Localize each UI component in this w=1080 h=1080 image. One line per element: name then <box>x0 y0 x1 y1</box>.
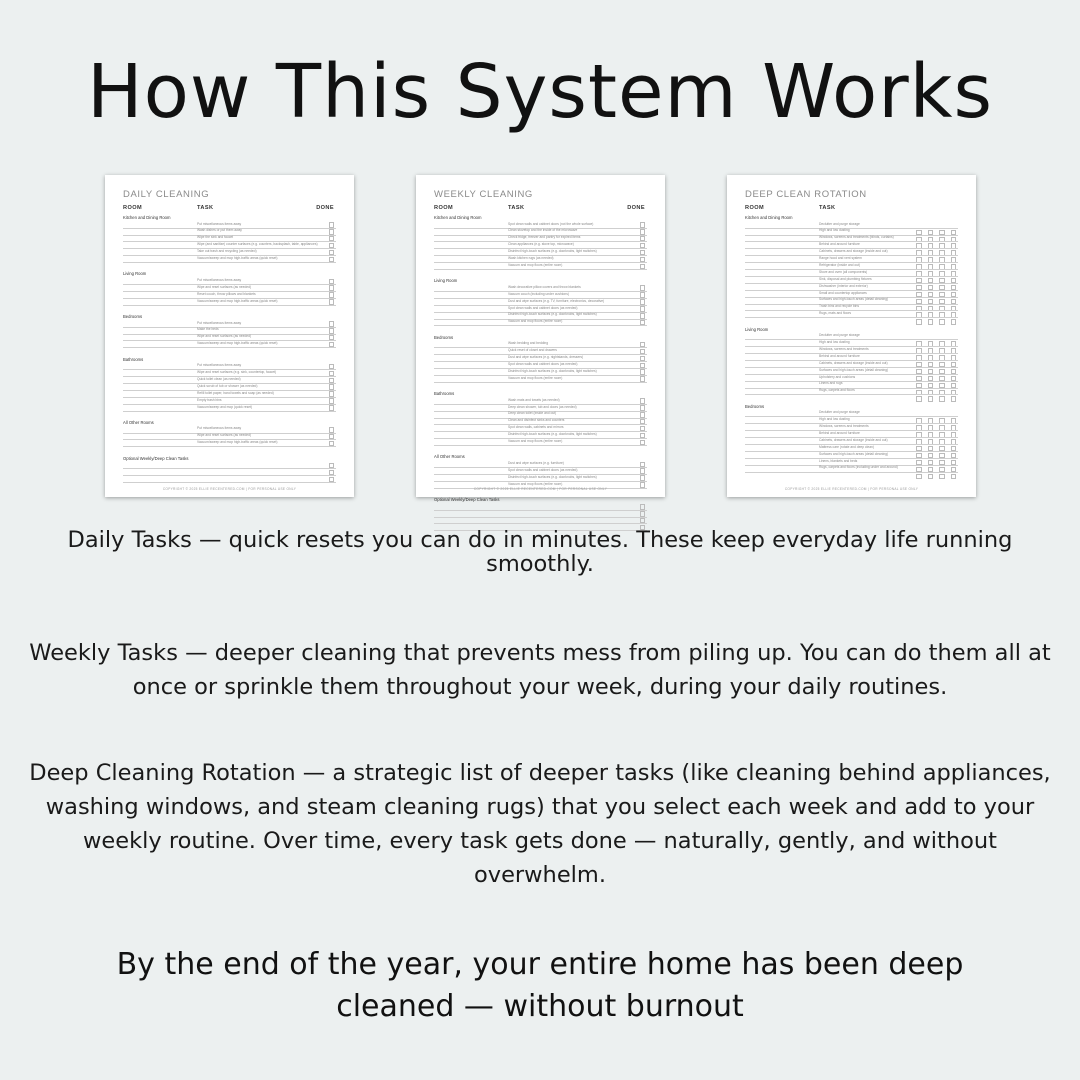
checkbox-icon <box>329 371 335 377</box>
checkbox-icon <box>640 222 646 228</box>
task-text: Vacuum/sweep and mop high-traffic areas (quick reset) <box>197 256 278 260</box>
room-label: Optional Weekly/Deep Clean Tasks <box>123 455 189 461</box>
task-text: Windows, screens and treatments <box>819 424 869 428</box>
task-row <box>434 375 647 383</box>
task-text: Behind and around furniture <box>819 430 860 435</box>
sheet-footer: COPYRIGHT © 2025 ELLIE RECENTERED.COM | FOR PERSONAL USE ONLY <box>784 487 919 491</box>
task-text: Put miscellaneous items away <box>197 426 242 431</box>
room-label: Bedrooms <box>745 403 765 409</box>
checkbox-icon <box>329 279 335 285</box>
task-text: Wash mats and towels (as needed) <box>508 397 560 402</box>
checkbox-icon <box>640 285 646 291</box>
room-label: Living Room <box>123 271 147 277</box>
checkbox-icon <box>928 319 934 325</box>
checkbox-icon <box>329 335 335 341</box>
task-text: Spot clean walls, cabinets and mirrors <box>508 425 564 430</box>
checkbox-icon <box>640 419 646 425</box>
room-label: Kitchen and Dining Room <box>123 215 171 220</box>
room-label: Bathrooms <box>434 391 455 397</box>
checkbox-icon <box>329 222 335 228</box>
checkbox-icon <box>640 518 646 524</box>
room-column-header: ROOM <box>745 205 765 211</box>
task-text: Put miscellaneous items away <box>197 320 242 325</box>
checkbox-icon <box>640 306 646 312</box>
task-text: Vacuum and mop floors (entire room) <box>508 439 563 443</box>
task-text: Wipe the sink and faucet <box>197 235 234 240</box>
task-text: Behind and around furniture <box>819 242 860 247</box>
task-text: Disinfect high-touch surfaces (e.g. doorknobs, light switches) <box>508 432 597 437</box>
task-text: Refrigerator (inside and out) <box>819 262 861 267</box>
task-text: Windows, screens and treatments (blinds, curtains) <box>819 235 894 240</box>
room-label: Bathrooms <box>123 356 144 362</box>
task-text: Surfaces and high-touch areas (detail cleaning) <box>819 367 889 372</box>
task-row <box>123 440 336 448</box>
task-text: Spot clean walls and cabinet doors (not the whole surface) <box>508 221 594 226</box>
task-text: Sink, disposal and plumbing fixtures <box>819 276 872 281</box>
weekly-tasks-description: Weekly Tasks — deeper cleaning that prevents mess from piling up. You can do them all at once or sprinkle them throughout your week, during your daily routines. <box>29 640 1051 700</box>
checkbox-icon <box>640 511 646 517</box>
checkbox-icon <box>640 433 646 439</box>
checkbox-icon <box>329 378 335 384</box>
room-label: All Other Rooms <box>123 419 154 425</box>
task-rows <box>745 215 958 483</box>
task-text: Disinfect high-touch surfaces (e.g. doorknobs, light switches) <box>508 249 597 254</box>
task-text: Vacuum/sweep and mop high-traffic areas (quick reset) <box>197 298 278 303</box>
checkbox-icon <box>640 236 646 242</box>
checkbox-icon <box>916 396 922 402</box>
task-text: Put miscellaneous items away <box>197 221 242 226</box>
checkbox-icon <box>329 434 335 440</box>
task-text: Vacuum and mop floors (entire room) <box>508 319 563 324</box>
checkbox-icon <box>640 356 646 362</box>
task-text: Deep clean toilet (inside and out) <box>508 411 557 416</box>
task-row <box>745 465 958 473</box>
checkbox-icon <box>329 321 335 327</box>
task-row <box>745 311 958 319</box>
room-label: Optional Weekly/Deep Clean Tasks <box>434 497 500 502</box>
task-text: Take out trash and recycling (as needed) <box>197 249 257 254</box>
checkbox-icon <box>329 398 335 404</box>
checkbox-icon <box>329 328 335 334</box>
checkbox-icon <box>951 319 957 325</box>
task-text: Deep clean shower, tub and doors (as needed) <box>508 404 577 409</box>
task-text: Vacuum and mop floors (entire room) <box>508 481 563 486</box>
task-text: Wash kitchen rugs (as needed) <box>508 256 554 260</box>
task-text: Stove and oven (all components) <box>819 269 868 274</box>
task-text: High and low dusting <box>819 340 850 344</box>
task-text: High and low dusting <box>819 417 850 422</box>
checkbox-icon <box>640 363 646 369</box>
task-text: Wipe (and sanitize) counter surfaces (e.g. counters, backsplash, table, appliances) <box>197 242 318 247</box>
checkbox-icon <box>640 475 646 481</box>
sheet-footer: COPYRIGHT © 2025 ELLIE RECENTERED.COM | FOR PERSONAL USE ONLY <box>473 487 608 491</box>
task-text: Quick toilet clean (as needed) <box>197 376 241 381</box>
task-text: Check fridge, freezer and pantry for expired items <box>508 235 581 240</box>
checkbox-icon <box>640 299 646 305</box>
task-text: High and low dusting <box>819 228 850 233</box>
checkbox-icon <box>640 229 646 235</box>
task-text: Cabinets, drawers and storage (inside and out) <box>819 360 888 365</box>
task-row <box>123 256 336 264</box>
checkbox-icon <box>329 292 335 298</box>
closing-statement: By the end of the year, your entire home has been deep cleaned — without burnout <box>116 947 964 1024</box>
room-label: Living Room <box>745 326 769 332</box>
task-text: Declutter and purge storage <box>819 410 860 415</box>
task-rows <box>123 215 336 483</box>
deep-cleaning-rotation-description: Deep Cleaning Rotation — a strategic list of deeper tasks (like cleaning behind appliances, washing windows, and steam cleaning rugs) that you select each week and add to your weekly routine. Over time, every task gets done — naturally, gently, and without overwhelm. <box>29 760 1051 888</box>
task-text: Rugs, carpets and floors <box>819 388 855 393</box>
task-text: Empty trash bins <box>197 397 222 402</box>
task-text: Quick scrub of tub or shower (as needed) <box>197 383 258 388</box>
task-row <box>123 475 336 483</box>
checkbox-icon <box>329 427 335 433</box>
task-column-header: TASK <box>508 205 525 211</box>
checkbox-icon <box>329 342 335 348</box>
task-text: Small and countertop appliances <box>819 290 867 295</box>
checkbox-icon <box>329 405 335 411</box>
task-text: Spot clean walls and cabinet doors (as needed) <box>508 305 578 310</box>
room-label: Kitchen and Dining Room <box>745 215 793 220</box>
checkbox-icon <box>329 285 335 291</box>
checkbox-icon <box>329 391 335 397</box>
task-text: Dust and wipe surfaces (e.g. TV, furniture, electronics, decorative) <box>508 298 605 303</box>
task-text: Surfaces and high-touch areas (detail cleaning) <box>819 451 889 456</box>
done-checkboxes <box>910 466 956 484</box>
task-text: Refill toilet paper, hand towels and soap (as needed) <box>197 390 274 395</box>
task-text: Dust and wipe surfaces (e.g. furniture) <box>508 460 564 465</box>
task-text: Declutter and purge storage <box>819 333 860 338</box>
checkbox-icon <box>939 319 945 325</box>
checkbox-icon <box>640 257 646 263</box>
task-column-header: TASK <box>819 205 836 211</box>
checkbox-icon <box>329 470 335 476</box>
task-text: Put miscellaneous items away <box>197 363 242 368</box>
done-checkboxes <box>910 312 956 330</box>
task-text: Dust and wipe surfaces (e.g. nightstands, dressers) <box>508 355 584 359</box>
checkbox-icon <box>640 412 646 418</box>
checkbox-icon <box>329 250 335 256</box>
checkbox-icon <box>928 474 934 480</box>
done-column-header: DONE <box>316 205 334 211</box>
checkbox-icon <box>329 257 335 263</box>
task-text: Dishwasher (interior and exterior) <box>819 283 868 288</box>
checkbox-icon <box>640 468 646 474</box>
sheet-footer: COPYRIGHT © 2025 ELLIE RECENTERED.COM | FOR PERSONAL USE ONLY <box>162 487 297 491</box>
task-row <box>434 262 647 270</box>
checkbox-icon <box>916 474 922 480</box>
task-text: Vacuum/sweep and mop (quick reset) <box>197 404 253 409</box>
checkbox-icon <box>951 474 957 480</box>
checkbox-icon <box>640 426 646 432</box>
checkbox-icon <box>640 243 646 249</box>
checkbox-icon <box>640 405 646 411</box>
checkbox-icon <box>329 243 335 249</box>
task-text: Clean and disinfect sinks and counters <box>508 418 565 423</box>
checkbox-icon <box>329 229 335 235</box>
daily-tasks-description: Daily Tasks — quick resets you can do in minutes. These keep everyday life running smoothly. <box>67 527 1013 577</box>
daily-cleaning-sheet <box>105 175 354 497</box>
task-text: Disinfect high-touch surfaces (e.g. doorknobs, light switches) <box>508 474 597 479</box>
task-text: Spot clean walls and cabinet doors (as needed) <box>508 467 578 472</box>
task-text: Wash bedding and bedding <box>508 341 549 346</box>
task-text: Surfaces and high-touch areas (detail cleaning) <box>819 297 889 302</box>
task-text: Spot clean walls and cabinet doors (as needed) <box>508 361 578 366</box>
room-label: Bedrooms <box>434 334 454 340</box>
deep-clean-rotation-sheet <box>727 175 976 497</box>
task-text: Vacuum and mop floors (entire room) <box>508 262 563 267</box>
checkbox-icon <box>640 342 646 348</box>
task-column-header: TASK <box>197 205 214 211</box>
checkbox-icon <box>329 441 335 447</box>
task-text: Wipe and reset surfaces (e.g. sink, countertop, faucet) <box>197 370 277 374</box>
checkbox-icon <box>640 504 646 510</box>
task-text: Wipe and reset surfaces (as needed) <box>197 433 252 438</box>
checkbox-icon <box>928 396 934 402</box>
task-row <box>123 341 336 349</box>
task-text: Disinfect high-touch surfaces (e.g. doorknobs, light switches) <box>508 368 597 373</box>
task-row <box>123 298 336 306</box>
checkbox-icon <box>640 250 646 256</box>
room-label: All Other Rooms <box>434 454 465 460</box>
sheet-title: DEEP CLEAN ROTATION <box>745 189 867 200</box>
room-label: Living Room <box>434 278 458 284</box>
task-text: Upholstery and cushions <box>819 374 856 379</box>
checkbox-icon <box>640 349 646 355</box>
room-label: Bedrooms <box>123 314 143 319</box>
done-checkboxes <box>910 389 956 407</box>
checkbox-icon <box>939 396 945 402</box>
checkbox-icon <box>640 292 646 298</box>
room-column-header: ROOM <box>434 205 454 211</box>
task-text: Reset couch, throw pillows and blankets <box>197 291 256 296</box>
task-row <box>434 319 647 327</box>
checkbox-icon <box>329 477 335 483</box>
task-text: Cabinets, drawers and storage (inside and out) <box>819 249 888 254</box>
checkbox-icon <box>640 313 646 319</box>
task-text: Declutter and purge storage <box>819 221 860 226</box>
task-row <box>123 404 336 412</box>
worksheet-previews <box>0 175 1080 502</box>
task-text: Linens and rugs <box>819 381 843 386</box>
task-text: Disinfect high-touch surfaces (e.g. doorknobs, light switches) <box>508 312 597 317</box>
checkbox-icon <box>329 299 335 305</box>
task-text: Make the beds <box>197 327 219 332</box>
task-text: Clean stovetop and the inside of the microwave <box>508 228 578 233</box>
page-title: How This System Works <box>86 49 994 135</box>
task-text: Trash bins and recycle bins <box>819 304 860 309</box>
task-text: Vacuum/sweep and mop high-traffic areas (quick reset) <box>197 341 278 346</box>
checkbox-icon <box>939 474 945 480</box>
task-text: Put miscellaneous items away <box>197 277 242 282</box>
task-row <box>745 388 958 396</box>
task-text: Vacuum and mop floors (entire room) <box>508 375 563 380</box>
sheet-title: DAILY CLEANING <box>123 189 210 200</box>
checkbox-icon <box>951 396 957 402</box>
task-text: Wipe and reset surfaces (as needed) <box>197 334 252 339</box>
task-text: Mattress care (rotate and deep clean) <box>819 444 874 449</box>
task-text: Rugs, mats and floors <box>819 311 852 316</box>
checkbox-icon <box>640 376 646 382</box>
checkbox-icon <box>640 264 646 270</box>
checkbox-icon <box>640 398 646 404</box>
checkbox-icon <box>640 440 646 446</box>
sheet-title: WEEKLY CLEANING <box>434 189 533 200</box>
task-text: Vacuum/sweep and mop high-traffic areas (quick reset) <box>197 440 278 445</box>
task-text: Wash decorative pillow covers and throw blankets <box>508 284 581 289</box>
task-text: Quick reset of closet and drawers <box>508 348 557 353</box>
task-text: Clean appliances (e.g. stove top, microwave) <box>508 242 574 247</box>
task-text: Rugs, carpets and floors (including under and around) <box>819 465 898 470</box>
checkbox-icon <box>329 364 335 370</box>
checkbox-icon <box>329 384 335 390</box>
checkbox-icon <box>640 369 646 375</box>
done-column-header: DONE <box>627 205 645 211</box>
task-text: Range hood and vent system <box>819 256 862 260</box>
checkbox-icon <box>329 236 335 242</box>
weekly-cleaning-sheet <box>416 175 665 502</box>
task-text: Wipe and reset surfaces (as needed) <box>197 284 252 289</box>
task-text: Linens, blankets and beds <box>819 458 858 463</box>
checkbox-icon <box>916 319 922 325</box>
task-row <box>434 439 647 447</box>
task-text: Vacuum couch (including under cushions) <box>508 291 569 296</box>
checkbox-icon <box>640 320 646 326</box>
checkbox-icon <box>329 463 335 469</box>
task-text: Behind and around furniture <box>819 353 860 358</box>
task-text: Windows, screens and treatments <box>819 346 869 351</box>
room-column-header: ROOM <box>123 205 143 211</box>
room-label: Kitchen and Dining Room <box>434 215 482 220</box>
task-text: Cabinets, drawers and storage (inside and out) <box>819 437 888 442</box>
checkbox-icon <box>640 462 646 468</box>
task-text: Wash dishes or put them away <box>197 228 242 233</box>
